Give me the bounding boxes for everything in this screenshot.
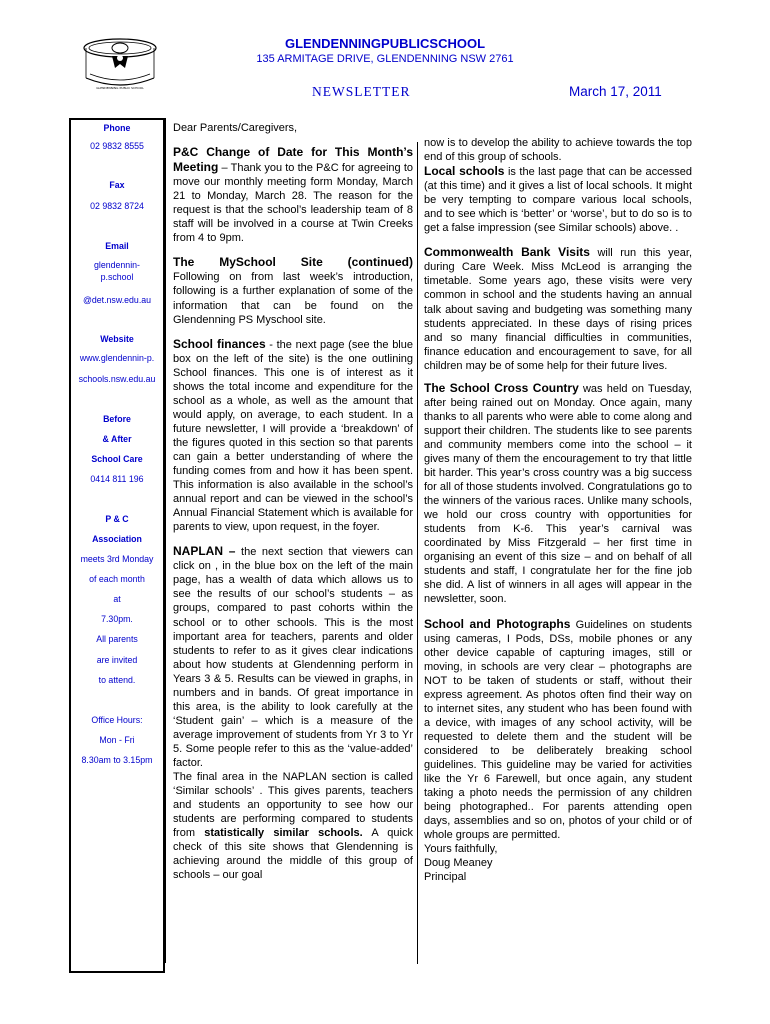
left-column — [173, 121, 413, 882]
fax-number: 02 9832 8724 — [90, 201, 144, 211]
phone-number: 02 9832 8555 — [90, 141, 144, 151]
email-label: Email — [105, 241, 129, 251]
signer-title: Principal — [424, 871, 467, 884]
school-name: GLENDENNINGPUBLICSCHOOL — [284, 36, 486, 51]
greeting: Dear Parents/Caregivers, — [173, 122, 298, 134]
office-time: 8.30am to 3.15pm — [81, 755, 153, 765]
office-hours-label: Office Hours: — [91, 715, 143, 725]
photographs-heading: School and Photographs — [424, 616, 571, 631]
meets-line-1: meets 3rd Monday — [80, 554, 154, 564]
myschool-heading: The MySchool Site (continued) — [173, 255, 413, 270]
cross-country-body: was held on Tuesday, after being rained out on Monday. Once again, many thanks to all parents who were able to come along and support their children. The students like to see parents and community members come into the school – it gives many of them the encouragement to try that little bit harder. This year’s cross country was a big success for all of those students involved. Congratulations go to the winners of the various races. Unlike many schools, we hold our cross country with opportunities for students from K-6. This year’s carnival was coordinated by Miss Fitzgerald – her first time in organising an event of this size – and on behalf of all students and staff, I congratulate her for the fine job she did. A list of winners in all ages will appear in the newsletter, soon. — [424, 382, 692, 606]
local-schools-paragraph — [424, 164, 692, 235]
column-divider-right — [417, 142, 418, 964]
column-divider-left — [165, 118, 166, 963]
phone-label: Phone — [103, 123, 131, 133]
right-column — [424, 136, 692, 884]
email-line-3: @det.nsw.edu.au — [82, 295, 152, 305]
bank-heading: Commonwealth Bank Visits — [424, 245, 590, 260]
myschool-body: Following on from last week’s introduction, following is a further explanation of some of the information that can be found on the Glendenning PS Myschool site. — [173, 271, 413, 326]
signer-name: Doug Meaney — [424, 857, 493, 870]
care-line-3: School Care — [91, 454, 143, 464]
care-line-2: & After — [102, 434, 132, 444]
cross-country-paragraph — [424, 381, 692, 607]
bank-body: will run this year, during Care Week. Miss McLeod is arranging the timetable. Some years ago, these visits were very common in school and the students having an annual talk about saving and budgeting was something many students appreciated. In these days of rising prices and so many financial difficulties in communities, finance education and encouragement to save, for all children may be of some help for their future lives. — [424, 247, 692, 372]
similar-intro: The final area in the NAPLAN section is called ‘Similar schools’ . This gives parents, teachers and students an opportunity to see how our students are performing compared to students from — [173, 771, 413, 840]
pc-meeting-paragraph — [173, 145, 413, 245]
cross-country-heading: The School Cross Country — [424, 380, 579, 395]
assoc-line-2: Association — [92, 534, 142, 544]
email-line-2: p.school — [100, 272, 134, 282]
photographs-paragraph — [424, 617, 692, 843]
naplan-body: the next section that viewers can click on , in the blue box on the left of the main page, has a wealth of data which allows us to see the results of our school’s students – as groups, compared to past cohorts within the school or to other schools. This is the most important area for teachers, parents and older students to refer to as it gives clear indications about how students at Glendenning perform in Years 3 & 5. Results can be viewed in graphs, in numbers and in bands. Of great importance in this area, is the ability to look carefully at the ‘Student gain’ – which is a measure of the average improvement of students from Yr 3 to Yr 5. Some people refer to this as the ‘value-added’ factor. — [173, 546, 413, 769]
office-days: Mon - Fri — [99, 735, 135, 745]
finances-heading: School finances — [173, 336, 266, 351]
website-line-2: schools.nsw.edu.au — [78, 374, 156, 384]
bank-paragraph — [424, 245, 692, 372]
pc-meeting-body: – Thank you to the P&C for agreeing to move our monthly meeting form Monday, March 21 to Monday, March 28. The reason for the request is that the school’s leadership team of 8 staff will be involved in a course at Twin Creeks from 4 to 9pm. — [173, 162, 413, 245]
naplan-paragraph — [173, 544, 413, 770]
meets-line-6: are invited — [96, 655, 138, 665]
contact-sidebar — [69, 118, 165, 973]
meets-line-7: to attend. — [98, 675, 136, 685]
finances-paragraph — [173, 337, 413, 535]
school-address: 135 ARMITAGE DRIVE, GLENDENNING NSW 2761 — [256, 53, 514, 65]
finances-body: - the next page (see the blue box on the left of the site) is the one outlining School finances. This one is of interest as it shows the total income and expenditure for the school as a whole, as well as the amount that would apply, on average, to each student. In a future newsletter, I will provide a ‘breakdown’ of the figures quoted in this section so that parents can gain a better understanding of where the funding comes from and how it has been spent. This information is also available in the school’s annual report and can be viewed in the school’s Annual Financial Statement which is available for parents to view, upon request, in the foyer. — [173, 338, 413, 534]
closing: Yours faithfully, — [424, 843, 498, 856]
care-phone: 0414 811 196 — [90, 474, 144, 484]
website-line-1: www.glendennin-p. — [79, 353, 155, 363]
similar-bold: statistically similar schools. — [204, 827, 363, 840]
naplan-heading: NAPLAN – — [173, 544, 236, 559]
local-schools-heading: Local schools — [424, 164, 505, 179]
myschool-heading-line — [173, 255, 413, 270]
newsletter-date: March 17, 2011 — [569, 84, 662, 99]
photographs-body: Guidelines on students using cameras, I Pods, DSs, mobile phones or any other device capable of capturing images, still or moving, in schools are very clear – photographs are NOT to be taken of students or staff, without their express agreement. As photos often find their way on to internet sites, any student who has been found with a device, with images of any school activity, will be requested to delete them and the student will be considered to be deliberately breaking school guidelines. This guideline may be varied for activities like the Yr 6 Farewell, but once again, any student taking a photo needs the permission of any children being photographed.. For parents attending open days, assemblies and so on, photos of your child or of whole groups are permitted. — [424, 618, 692, 842]
email-line-1: glendennin- — [94, 260, 140, 270]
assoc-line-1: P & C — [105, 514, 129, 524]
continued-text: now is to develop the ability to achieve towards the top end of this group of schools. — [424, 137, 692, 164]
meets-line-5: All parents — [96, 634, 138, 644]
local-schools-body: is the last page that can be accessed (at this time) and it gives a list of local schools. It might be very tempting to compare various local schools, and to see which is ‘better’ or ‘worse’, but to do so is to get a false impression (see Similar schools) above. . — [424, 166, 693, 235]
care-line-1: Before — [103, 414, 131, 424]
similar-schools-paragraph — [173, 770, 413, 882]
meets-line-3: at — [113, 594, 121, 604]
similar-end: A quick check of this site shows that Glendenning is achieving around the middle of this group of schools – our goal — [173, 827, 413, 882]
newsletter-title: NEWSLETTER — [312, 84, 411, 99]
fax-label: Fax — [109, 180, 125, 190]
pc-meeting-heading: P&C Change of Date for This Month’s Meeting — [173, 145, 413, 175]
meets-line-2: of each month — [89, 574, 145, 584]
website-label: Website — [100, 334, 134, 344]
meets-line-4: 7.30pm. — [101, 614, 133, 624]
logo-text: GLENDENNING PUBLIC SCHOOL — [96, 86, 144, 90]
